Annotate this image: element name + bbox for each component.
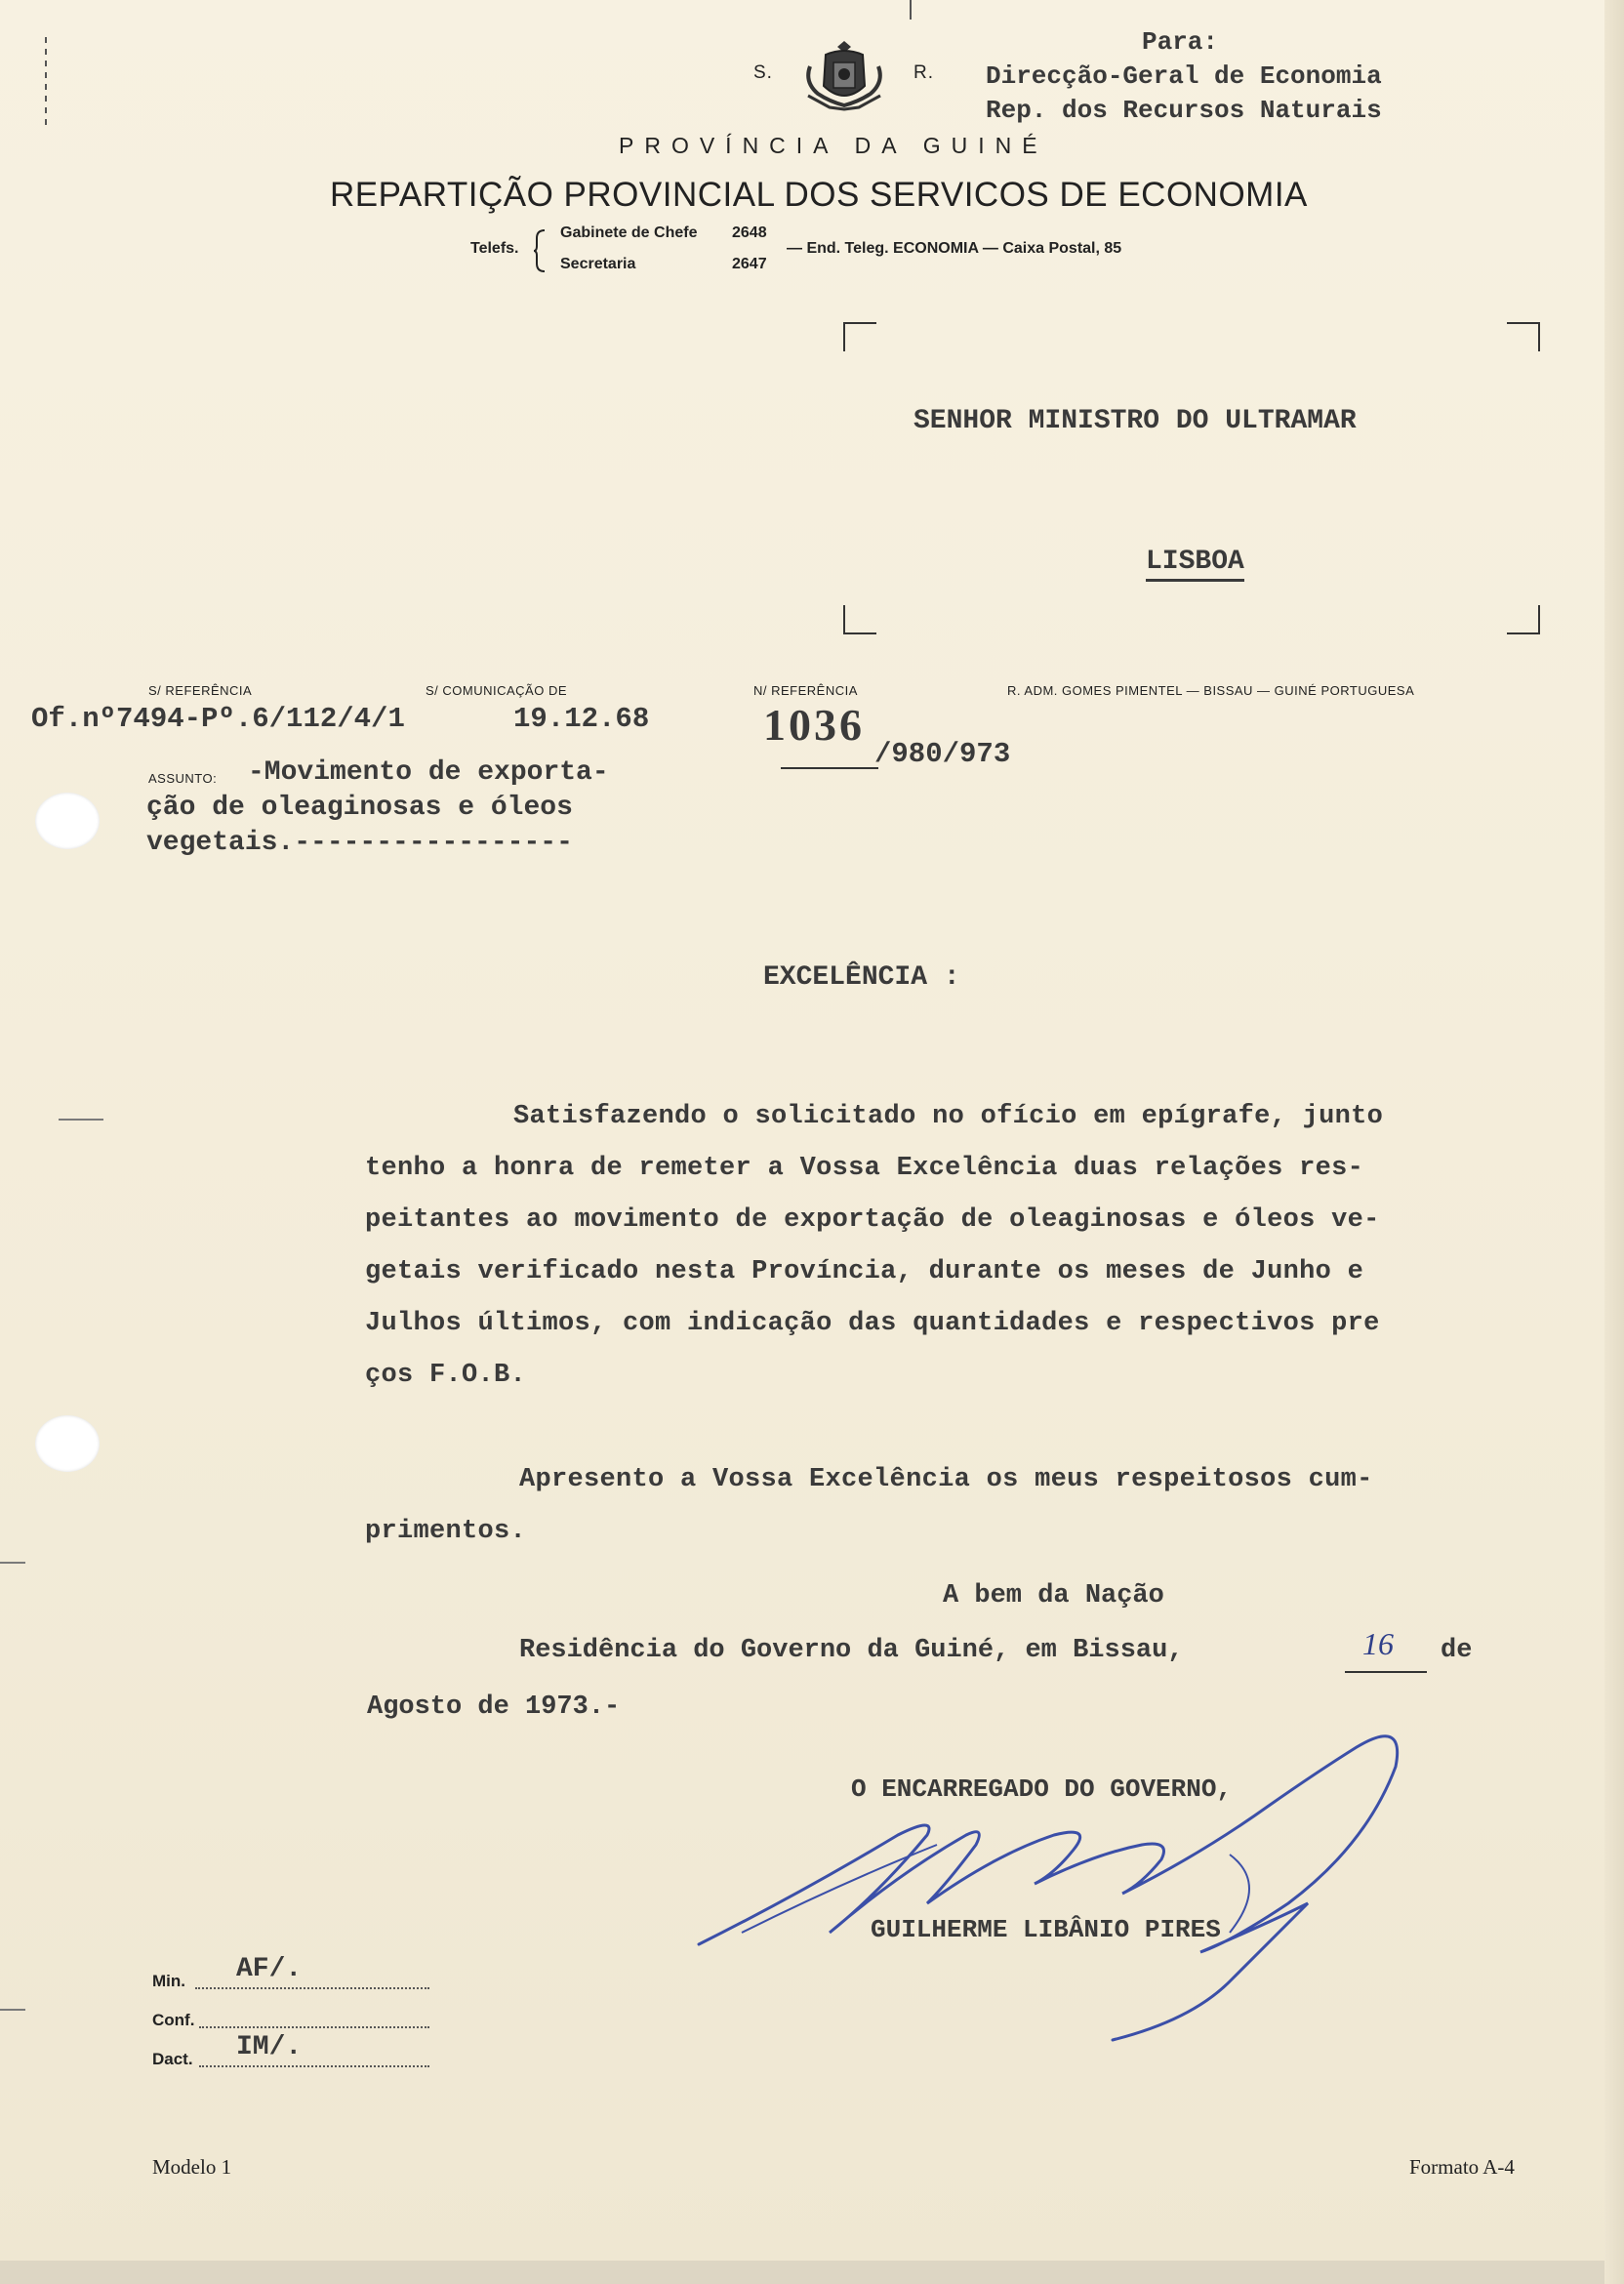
body-line: ços F.O.B. [365,1361,527,1390]
closing-day-underline [1345,1671,1427,1673]
phone1-number: 2648 [732,224,767,241]
min-label: Min. [152,1972,185,1990]
brace-icon [533,228,547,278]
body-paragraph-1 [365,1091,1585,1402]
dact-label: Dact. [152,2050,193,2068]
s-com-value: 19.12.68 [513,703,650,735]
body-line: Julhos últimos, com indicação das quantidades e respectivos pre [365,1309,1380,1338]
signature-flourish-icon [683,1689,1425,2050]
page-bottom-edge [0,2261,1624,2284]
margin-tick [0,2009,25,2011]
addressee-note [986,25,1610,128]
closing-day: 16 [1362,1626,1394,1661]
addressee-note-line2: Direcção-Geral de Economia [986,61,1382,91]
body-line: Apresento a Vossa Excelência os meus respeitosos cum- [519,1465,1373,1494]
min-line [195,1987,429,1989]
salutation: EXCELÊNCIA : [763,962,960,993]
window-corner [843,322,876,351]
conf-line [199,2026,429,2028]
phone1-label: Gabinete de Chefe [560,224,698,241]
body-line: Satisfazendo o solicitado no ofício em epígrafe, junto [513,1102,1384,1131]
addressee-note-line3: Rep. dos Recursos Naturais [986,96,1382,125]
recipient-title: SENHOR MINISTRO DO ULTRAMAR [914,406,1357,436]
body-paragraph-2 [365,1454,1585,1558]
subject-label: ASSUNTO: [148,771,218,786]
sender-address: R. ADM. GOMES PIMENTEL — BISSAU — GUINÉ PORTUGUESA [1007,683,1415,698]
window-corner [1507,605,1540,634]
body-line: getais verificado nesta Província, durante os meses de Junho e [365,1257,1364,1286]
left-margin-ruler [43,37,47,130]
s-com-label: S/ COMUNICAÇÃO DE [426,683,568,698]
closing-de: de [1441,1636,1473,1665]
margin-tick [59,1119,103,1121]
min-value: AF/. [236,1954,303,1984]
subject-line3: vegetais.----------------- [146,828,573,858]
addressee-note-line1: Para: [1142,27,1219,57]
dact-value: IM/. [236,2032,303,2062]
recipient-city: LISBOA [1146,547,1244,582]
body-line: tenho a honra de remeter a Vossa Excelência duas relações res- [365,1154,1364,1183]
window-corner [843,605,876,634]
page-right-edge [1604,0,1624,2284]
body-line: peitantes ao movimento de exportação de oleaginosas e óleos ve- [365,1205,1380,1235]
s-letter: S. [753,62,773,83]
closing-motto: A bem da Nação [943,1581,1164,1611]
phone2-label: Secretaria [560,256,636,272]
dact-line [199,2065,429,2067]
telegraph-address: — End. Teleg. ECONOMIA — Caixa Postal, 85 [787,240,1122,257]
n-ref-suffix: /980/973 [874,738,1011,770]
closing-place: Residência do Governo da Guiné, em Bissau, [519,1636,1184,1665]
format-label: Formato A-4 [1409,2155,1515,2179]
s-ref-value: Of.nº7494-Pº.6/112/4/1 [31,703,405,735]
signer-name: GUILHERME LIBÂNIO PIRES [871,1915,1221,1944]
punch-hole [35,793,100,849]
top-edge-mark [910,0,912,20]
n-ref-label: N/ REFERÊNCIA [753,683,858,698]
r-letter: R. [914,62,934,83]
n-ref-underline [781,767,878,769]
telefs-label: Telefs. [470,240,519,257]
punch-hole [35,1415,100,1472]
conf-label: Conf. [152,2011,195,2029]
subject-line1: -Movimento de exporta- [248,757,609,788]
subject-line2: ção de oleaginosas e óleos [146,793,573,823]
s-ref-label: S/ REFERÊNCIA [148,683,253,698]
window-corner [1507,322,1540,351]
province-name: PROVÍNCIA DA GUINÉ [619,133,1048,158]
model-label: Modelo 1 [152,2155,232,2179]
phone2-number: 2647 [732,256,767,272]
margin-ticks-icon [43,37,51,130]
department-name: REPARTIÇÃO PROVINCIAL DOS SERVICOS DE ECONOMIA [330,176,1308,214]
coat-of-arms-icon [800,37,888,113]
signer-role: O ENCARREGADO DO GOVERNO, [851,1774,1233,1804]
body-line: primentos. [365,1517,527,1546]
margin-tick [0,1562,25,1564]
n-ref-number: 1036 [763,700,865,750]
closing-date-line: Agosto de 1973.- [367,1693,621,1722]
